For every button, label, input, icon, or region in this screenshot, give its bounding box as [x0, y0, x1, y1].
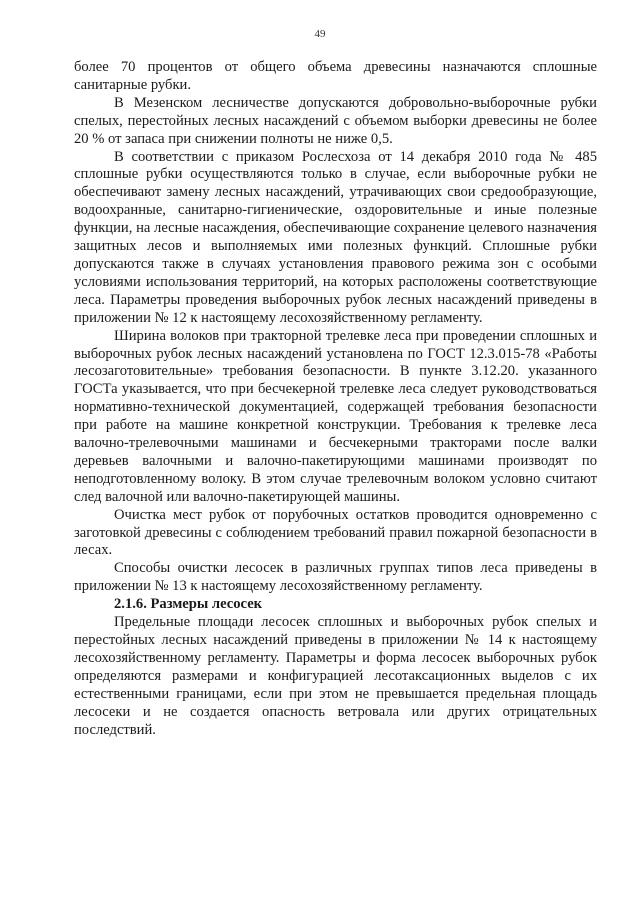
document-body — [74, 59, 597, 739]
section-heading: 2.1.6. Размеры лесосек — [114, 596, 263, 613]
paragraph-mezen-forestry: В Мезенском лесничестве допускаются добровольно-выборочные рубки спелых, перестойных лесных насаждений с объемом выборки древесины не более 20 % от запаса при снижении полноты не ниже 0,5. — [74, 94, 597, 147]
paragraph-cleanup-methods: Способы очистки лесосек в различных группах типов леса приведены в приложении № 13 к настоящему лесохозяйственному регламенту. — [74, 560, 597, 595]
paragraph-skid-trail-width: Ширина волоков при тракторной трелевке леса при проведении сплошных и выборочных рубок лесных насаждений установлена по ГОСТ 12.3.015-78 «Работы лесозаготовительные» требования безопасности. В пункте 3.12.20. указанного ГОСТа указывается, что при бесчекерной трелевке леса следует руководствоваться нормативно-технической документацией, содержащей требования безопасности при работе на машине конкретной конструкции. Требования к трелевке леса валочно-трелевочными машинами и бесчекерными тракторами после валки деревьев валочными и валочно-пакетирующими машинами производят по неподготовленному волоку. В этом случае трелевочным волоком условно считают след валочной или валочно-пакетирующей машины. — [74, 327, 597, 505]
paragraph-slash-cleanup: Очистка мест рубок от порубочных остатков проводится одновременно с заготовкой древесины с соблюдением требований правил пожарной безопасности в лесах. — [74, 506, 597, 559]
paragraph-continuation: более 70 процентов от общего объема древесины назначаются сплошные санитарные рубки. — [74, 59, 597, 93]
paragraph-rosleskhoz-order: В соответствии с приказом Рослесхоза от 14 декабря 2010 года № 485 сплошные рубки осуществляются только в случае, если выборочные рубки не обеспечивают замену лесных насаждений, утрачивающих свои средообразующие, водоохранные, санитарно-гигиенические, оздоровительные и иные полезные функции, на лесные насаждения, обеспечивающие сохранение целевого назначения защитных лесов и выполняемых ими полезных функций. Сплошные рубки допускаются также в случаях установления правового режима зон с особыми условиями использования территорий, на которых расположены соответствующие леса. Параметры проведения выборочных рубок лесных насаждений приведены в приложении № 12 к настоящему лесохозяйственному регламенту. — [74, 148, 597, 326]
paragraph-cutting-area-sizes: Предельные площади лесосек сплошных и выборочных рубок спелых и перестойных лесных насаждений приведены в приложении № 14 к настоящему лесохозяйственному регламенту. Параметры и форма лесосек выборочных рубок определяются размерами и конфигурацией лесотаксационных выделов с их естественными границами, если при этом не превышается предельная площадь лесосеки и не создается опасность ветровала или других отрицательных последствий. — [74, 614, 597, 738]
page-number: 49 — [314, 28, 326, 40]
